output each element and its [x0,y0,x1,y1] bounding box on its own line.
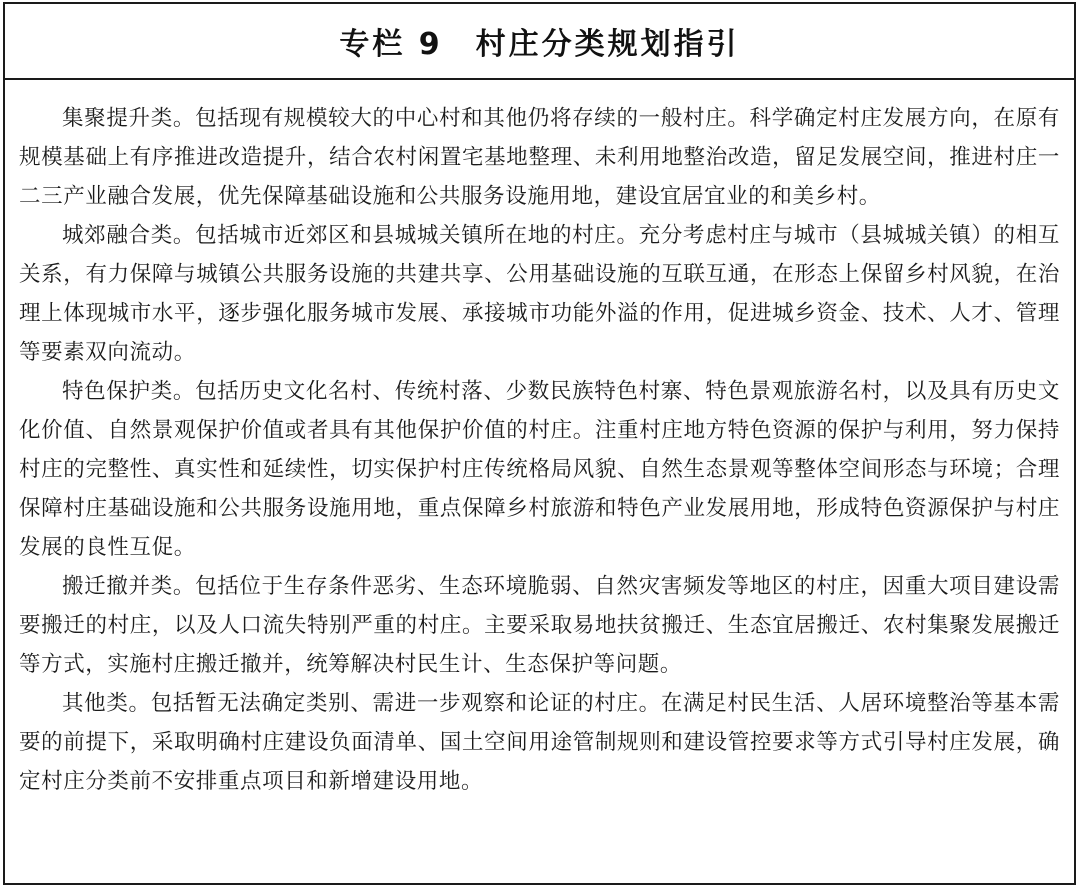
paragraph-feature-protection: 特色保护类。包括历史文化名村、传统村落、少数民族特色村寨、特色景观旅游名村，以及具有历史文化价值、自然景观保护价值或者具有其他保护价值的村庄。注重村庄地方特色资源的保护与利用，努力保持村庄的完整性、真实性和延续性，切实保护村庄传统格局风貌、自然生态景观等整体空间形态与环境；合理保障村庄基础设施和公共服务设施用地，重点保障乡村旅游和特色产业发展用地，形成特色资源保护与村庄发展的良性互促。 [19,379,1060,560]
column-header [5,4,1074,80]
column-title: 专栏 9 村庄分类规划指引 [339,27,740,62]
paragraph-other: 其他类。包括暂无法确定类别、需进一步观察和论证的村庄。在满足村民生活、人居环境整治等基本需要的前提下，采取明确村庄建设负面清单、国土空间用途管制规则和建设管控要求等方式引导村庄发展，确定村庄分类前不安排重点项目和新增建设用地。 [19,691,1060,794]
column-body [5,80,1074,801]
column-box [3,2,1076,885]
paragraph-relocation-merge: 搬迁撤并类。包括位于生存条件恶劣、生态环境脆弱、自然灾害频发等地区的村庄，因重大项目建设需要搬迁的村庄，以及人口流失特别严重的村庄。主要采取易地扶贫搬迁、生态宜居搬迁、农村集聚发展搬迁等方式，实施村庄搬迁撤并，统筹解决村民生计、生态保护等问题。 [19,574,1060,677]
paragraph-cluster-upgrade: 集聚提升类。包括现有规模较大的中心村和其他仍将存续的一般村庄。科学确定村庄发展方向，在原有规模基础上有序推进改造提升，结合农村闲置宅基地整理、未利用地整治改造，留足发展空间，推进村庄一二三产业融合发展，优先保障基础设施和公共服务设施用地，建设宜居宜业的和美乡村。 [19,106,1060,209]
paragraph-suburban-integration: 城郊融合类。包括城市近郊区和县城城关镇所在地的村庄。充分考虑村庄与城市（县城城关镇）的相互关系，有力保障与城镇公共服务设施的共建共享、公用基础设施的互联互通，在形态上保留乡村风貌，在治理上体现城市水平，逐步强化服务城市发展、承接城市功能外溢的作用，促进城乡资金、技术、人才、管理等要素双向流动。 [19,223,1060,365]
